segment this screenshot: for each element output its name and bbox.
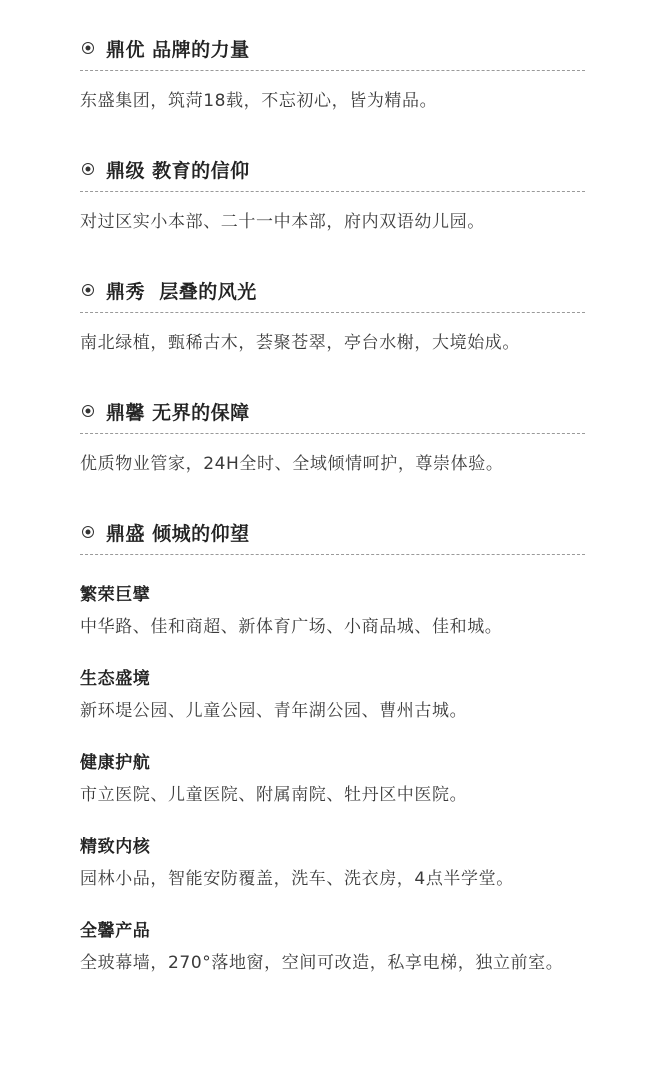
radio-bullet-icon <box>82 405 94 417</box>
dashed-divider <box>80 312 585 313</box>
item-title: 全馨产品 <box>80 921 151 941</box>
dashed-divider <box>80 433 585 434</box>
radio-bullet-icon <box>82 42 94 54</box>
section-header <box>80 276 585 304</box>
section-header <box>80 34 585 62</box>
list-item <box>80 583 585 639</box>
list-item <box>80 835 585 891</box>
section-text: 优质物业管家，24H全时、全域倾情呵护，尊崇体验。 <box>80 454 504 474</box>
item-text: 中华路、佳和商超、新体育广场、小商品城、佳和城。 <box>80 617 503 637</box>
section-service <box>80 397 585 476</box>
content-column <box>80 34 585 1017</box>
section-title: 鼎优 品牌的力量 <box>106 38 250 61</box>
radio-bullet-icon <box>82 163 94 175</box>
item-text: 市立医院、儿童医院、附属南院、牡丹区中医院。 <box>80 785 468 805</box>
radio-bullet-icon <box>82 284 94 296</box>
item-text: 新环堤公园、儿童公园、青年湖公园、曹州古城。 <box>80 701 468 721</box>
section-header <box>80 155 585 183</box>
section-education <box>80 155 585 234</box>
item-title: 繁荣巨擘 <box>80 585 151 605</box>
section-header <box>80 397 585 425</box>
section-text: 对过区实小本部、二十一中本部，府内双语幼儿园。 <box>80 212 485 232</box>
list-item <box>80 919 585 975</box>
item-title: 精致内核 <box>80 837 151 857</box>
section-title: 鼎级 教育的信仰 <box>106 159 250 182</box>
dashed-divider <box>80 554 585 555</box>
section-title: 鼎盛 倾城的仰望 <box>106 522 250 545</box>
section-title: 鼎秀 层叠的风光 <box>106 280 257 303</box>
section-location <box>80 518 585 975</box>
list-item <box>80 751 585 807</box>
dashed-divider <box>80 191 585 192</box>
section-header <box>80 518 585 546</box>
radio-bullet-icon <box>82 526 94 538</box>
item-title: 生态盛境 <box>80 669 151 689</box>
list-item <box>80 667 585 723</box>
section-text: 南北绿植，甄稀古木，荟聚苍翠，亭台水榭，大境始成。 <box>80 333 520 353</box>
item-text: 园林小品，智能安防覆盖，洗车、洗衣房，4点半学堂。 <box>80 869 514 889</box>
dashed-divider <box>80 70 585 71</box>
section-brand <box>80 34 585 113</box>
item-title: 健康护航 <box>80 753 151 773</box>
section-title: 鼎馨 无界的保障 <box>106 401 250 424</box>
item-text: 全玻幕墙，270°落地窗，空间可改造，私享电梯，独立前室。 <box>80 953 564 973</box>
section-text: 东盛集团，筑菏18载，不忘初心，皆为精品。 <box>80 91 438 111</box>
section-scenery <box>80 276 585 355</box>
